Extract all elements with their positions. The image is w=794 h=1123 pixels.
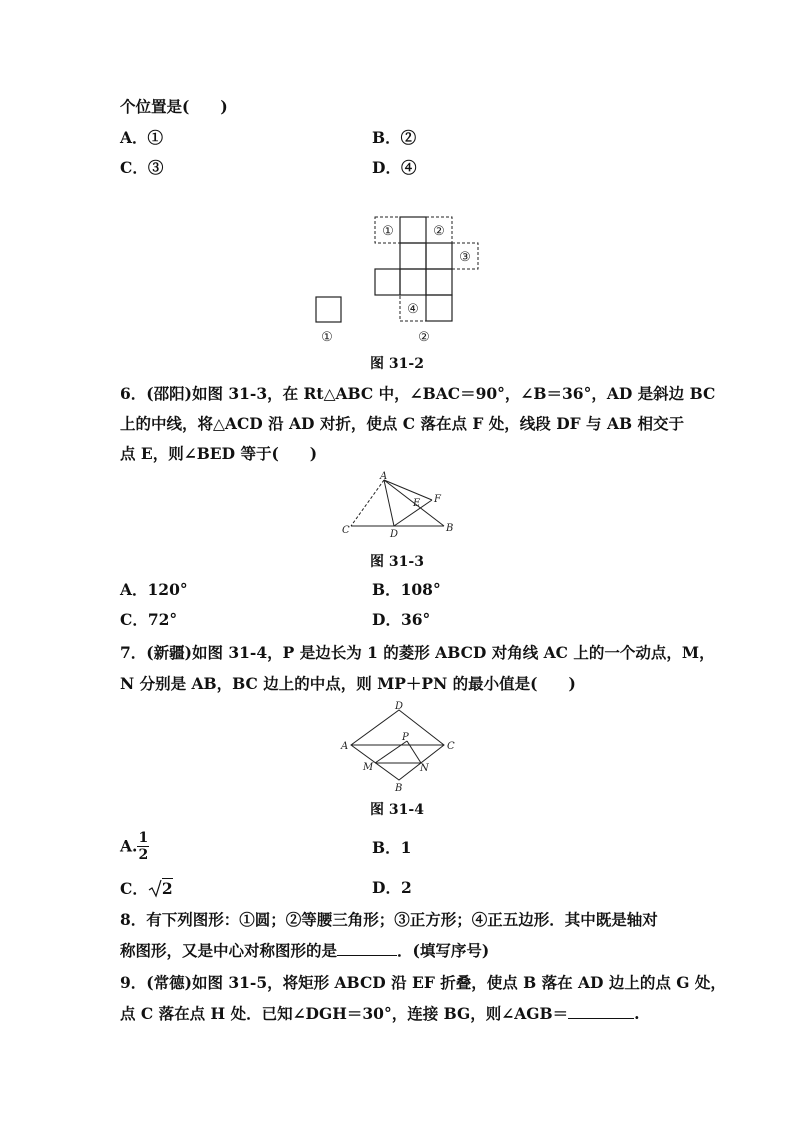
q6-option-a: A．120°: [120, 580, 188, 599]
q7-option-d: D．2: [372, 878, 412, 897]
label-M: M: [363, 762, 374, 773]
q6-line-3: 点 E，则∠BED 等于( ): [120, 444, 318, 463]
q8-line-2-pre: 称图形，又是中心对称图形的是: [120, 941, 338, 960]
q9-line-2-post: .: [634, 1004, 640, 1023]
label-C: C: [342, 525, 350, 536]
sqrt-radicand: 2: [161, 879, 173, 898]
label-F: F: [434, 494, 441, 505]
label-A: A: [380, 471, 388, 482]
net-label: ②: [418, 330, 430, 345]
q8-line-1: 8．有下列图形：①圆；②等腰三角形；③正方形；④正五边形．其中既是轴对: [120, 910, 658, 929]
q6-line-2: 上的中线，将△ACD 沿 AD 对折，使点 C 落在点 F 处，线段 DF 与 AB 相交于: [120, 414, 684, 433]
q9-line-2: [120, 1004, 639, 1024]
small-square-label: ①: [321, 330, 333, 345]
q5-option-a: A．①: [120, 128, 164, 147]
q7-option-c-prefix: C．: [120, 879, 148, 898]
figure-31-2: [300, 205, 500, 350]
label-N: N: [420, 763, 429, 774]
q8-line-2: [120, 941, 489, 961]
label-P: P: [402, 732, 409, 743]
figure-31-4-caption: 图 31-4: [370, 802, 424, 818]
cell-label-2: ②: [433, 224, 445, 239]
label-A: A: [341, 741, 349, 752]
q5-option-d: D．④: [372, 158, 417, 177]
sqrt-icon: [148, 878, 173, 899]
q7-option-b: B．1: [372, 838, 412, 857]
q5-option-b: B．②: [372, 128, 417, 147]
cell-label-3: ③: [459, 250, 471, 265]
label-D: D: [390, 529, 399, 540]
q9-line-1: 9．(常德)如图 31-5，将矩形 ABCD 沿 EF 折叠，使点 B 落在 AD 边上的点 G 处，: [120, 973, 726, 992]
cell-label-4: ④: [407, 302, 419, 317]
q7-option-a: [120, 830, 149, 863]
q6-option-d: D．36°: [372, 610, 431, 629]
q7-option-a-prefix: A.: [120, 836, 138, 856]
label-C: C: [447, 741, 455, 752]
q5-option-c: C．③: [120, 158, 164, 177]
answer-blank[interactable]: [337, 955, 397, 956]
label-E: E: [413, 498, 421, 509]
figure-31-3: [335, 470, 460, 542]
cell-label-1: ①: [382, 224, 394, 239]
fraction-numerator: 1: [138, 830, 149, 846]
q9-line-2-pre: 点 C 落在点 H 处．已知∠DGH＝30°，连接 BG，则∠AGB＝: [120, 1004, 569, 1023]
q7-line-2: N 分别是 AB，BC 边上的中点，则 MP＋PN 的最小值是( ): [120, 674, 576, 693]
label-B: B: [446, 523, 454, 534]
q6-line-1: 6．(邵阳)如图 31-3，在 Rt△ABC 中，∠BAC＝90°，∠B＝36°，AD 是斜边 BC: [120, 384, 716, 403]
figure-31-3-caption: 图 31-3: [370, 554, 424, 570]
fraction-denominator: 2: [138, 847, 149, 863]
label-B: B: [395, 783, 403, 793]
q5-stem-tail: 个位置是( ): [120, 97, 228, 116]
small-square: [316, 297, 341, 322]
figure-31-4: [335, 698, 465, 793]
q6-option-c: C．72°: [120, 610, 178, 629]
q8-line-2-post: ．(填写序号): [397, 941, 490, 960]
label-D: D: [395, 701, 404, 712]
figure-31-2-caption: 图 31-2: [370, 356, 424, 372]
answer-blank[interactable]: [568, 1018, 634, 1019]
fraction-one-half: [137, 830, 149, 863]
q6-option-b: B．108°: [372, 580, 441, 599]
q7-line-1: 7．(新疆)如图 31-4，P 是边长为 1 的菱形 ABCD 对角线 AC 上的一个动点，M，: [120, 643, 715, 662]
q7-option-c: [120, 878, 173, 899]
